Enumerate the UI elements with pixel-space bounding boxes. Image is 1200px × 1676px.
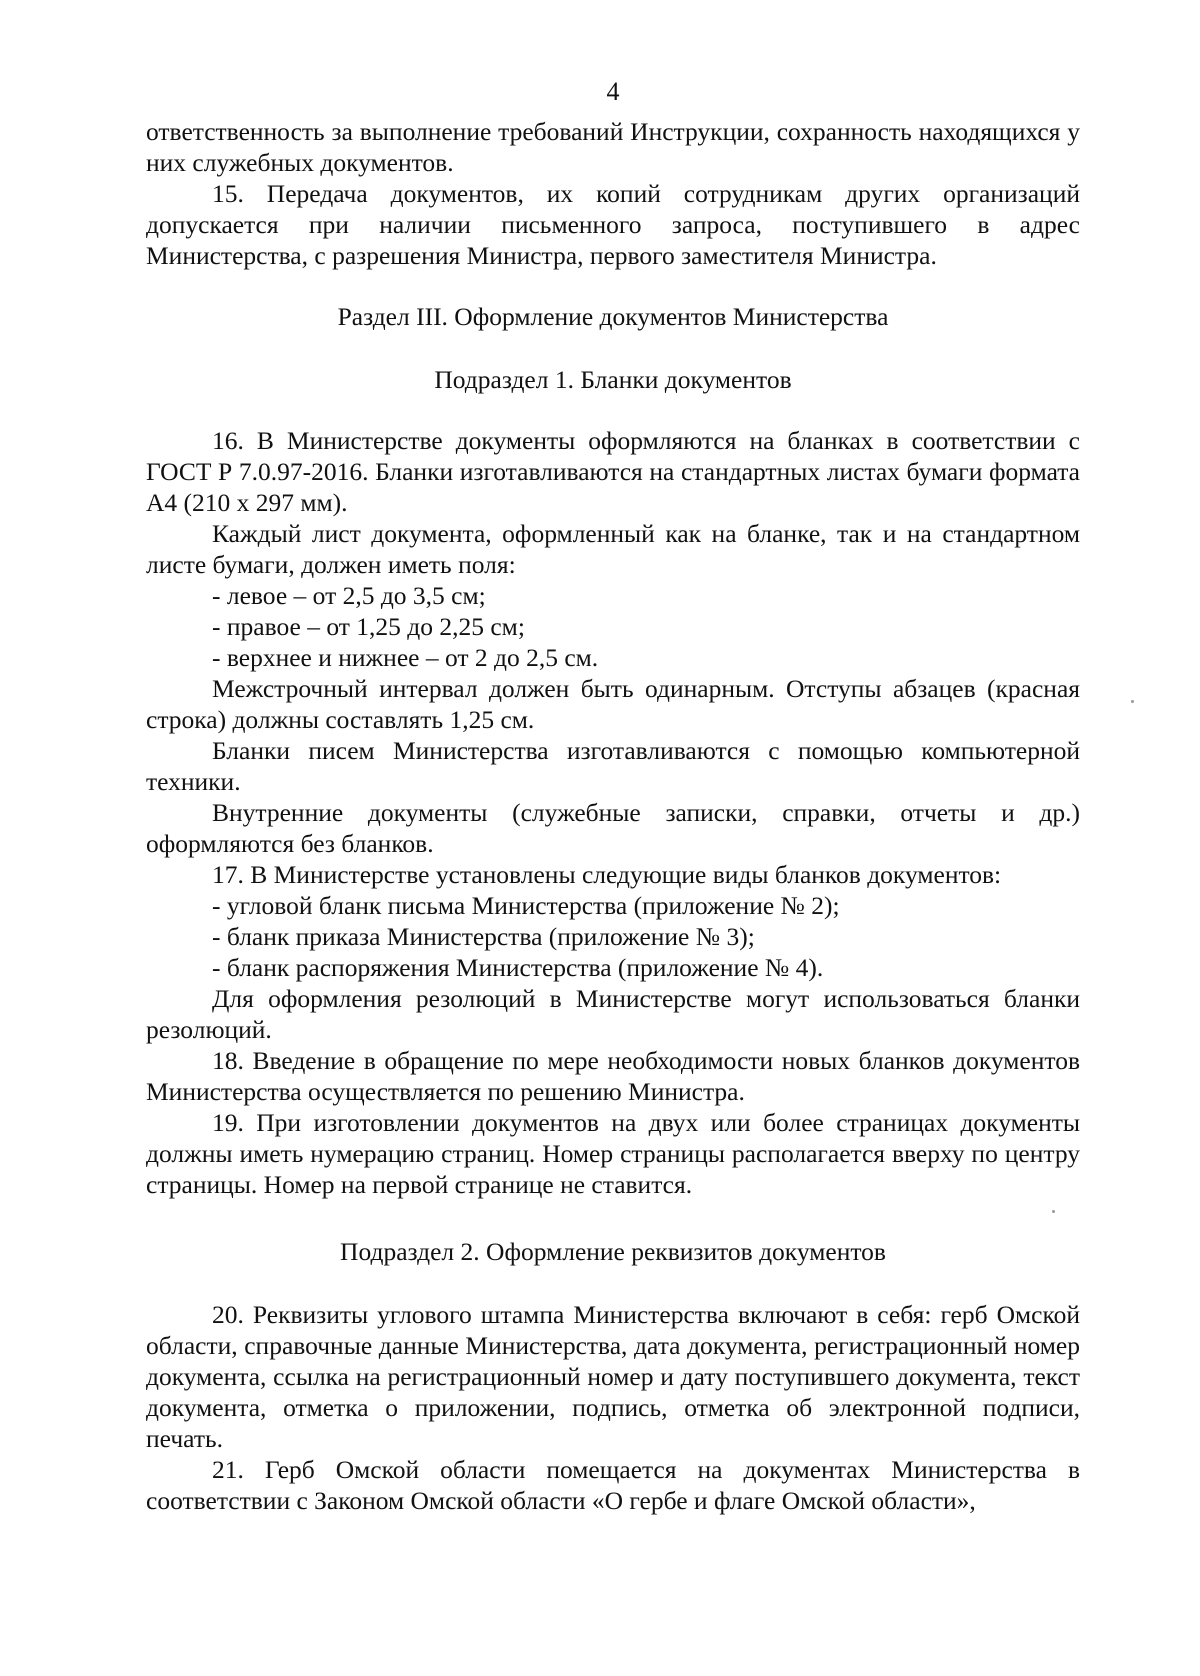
list-item-order-blank: - бланк приказа Министерства (приложение № 3); (212, 922, 755, 951)
paragraph-20: 20. Реквизиты углового штампа Министерства включают в себя: герб Омской области, справочные данные Министерства, дата документа, регистрационный номер документа, ссылка на регистрационный номер и дату поступившего документа, текст документа, отметка о приложении, подпись, отметка об электронной подписи, печать. (146, 1300, 1080, 1453)
page-number: 4 (606, 77, 620, 106)
paragraph-19: 19. При изготовлении документов на двух или более страницах документы должны иметь нумерацию страниц. Номер страницы располагается вверху по центру страницы. Номер на первой странице не ставится. (146, 1108, 1080, 1199)
paragraph-letter-blanks: Бланки писем Министерства изготавливаются с помощью компьютерной техники. (146, 736, 1080, 796)
paragraph-continuation: ответственность за выполнение требований Инструкции, сохранность находящихся у них служебных документов. (146, 117, 1080, 177)
paragraph-internal-documents: Внутренние документы (служебные записки, справки, отчеты и др.) оформляются без бланков. (146, 798, 1080, 858)
subsection-2-heading: Подраздел 2. Оформление реквизитов документов (340, 1237, 886, 1266)
list-item-letter-blank: - угловой бланк письма Министерства (приложение № 2); (212, 891, 840, 920)
list-item-directive-blank: - бланк распоряжения Министерства (приложение № 4). (212, 953, 824, 982)
scan-speck (1131, 700, 1134, 703)
scan-speck (1052, 1210, 1055, 1213)
subsection-1-heading: Подраздел 1. Бланки документов (434, 365, 792, 394)
paragraph-21: 21. Герб Омской области помещается на документах Министерства в соответствии с Законом Омской области «О гербе и флаге Омской области», (146, 1455, 1080, 1515)
paragraph-resolutions: Для оформления резолюций в Министерстве могут использоваться бланки резолюций. (146, 984, 1080, 1044)
list-item-right-margin: - правое – от 1,25 до 2,25 см; (212, 612, 525, 641)
paragraph-18: 18. Введение в обращение по мере необходимости новых бланков документов Министерства осуществляется по решению Министра. (146, 1046, 1080, 1106)
paragraph-15: 15. Передача документов, их копий сотрудникам других организаций допускается при наличии письменного запроса, поступившего в адрес Министерства, с разрешения Министра, первого заместителя Министра. (146, 179, 1080, 270)
paragraph-17: 17. В Министерстве установлены следующие виды бланков документов: (212, 860, 1002, 889)
section-heading: Раздел III. Оформление документов Министерства (337, 302, 889, 331)
list-item-top-bottom-margin: - верхнее и нижнее – от 2 до 2,5 см. (212, 643, 599, 672)
paragraph-line-spacing: Межстрочный интервал должен быть одинарным. Отступы абзацев (красная строка) должны составлять 1,25 см. (146, 674, 1080, 734)
paragraph-margins-intro: Каждый лист документа, оформленный как на бланке, так и на стандартном листе бумаги, должен иметь поля: (146, 519, 1080, 579)
document-page (146, 76, 1080, 1636)
list-item-left-margin: - левое – от 2,5 до 3,5 см; (212, 581, 486, 610)
paragraph-16: 16. В Министерстве документы оформляются на бланках в соответствии с ГОСТ Р 7.0.97-2016. Бланки изготавливаются на стандартных листах бумаги формата А4 (210 х 297 мм). (146, 426, 1080, 517)
